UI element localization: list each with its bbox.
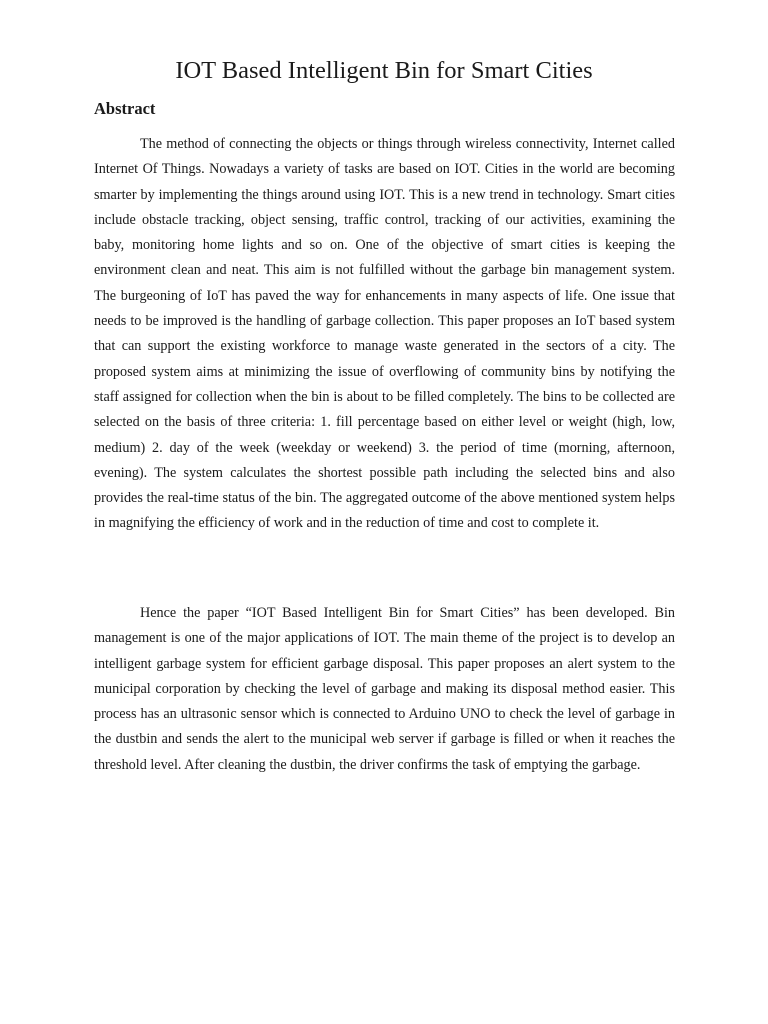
abstract-paragraph-1: The method of connecting the objects or things through wireless connectivity, Internet called Internet Of Things. Nowadays a variety of tasks are based on IOT. Cities in the world are becoming smarter by implementing the things around using IOT. This is a new trend in technology. Smart cities include obstacle tracking, object sensing, traffic control, tracking of our activities, examining the baby, monitoring home lights and so on. One of the objective of smart cities is keeping the environment clean and neat. This aim is not fulfilled without the garbage bin management system. The burgeoning of IoT has paved the way for enhancements in many aspects of life. One issue that needs to be improved is the handling of garbage collection. This paper proposes an IoT based system that can support the existing workforce to manage waste generated in the sectors of a city. The proposed system aims at minimizing the issue of overflowing of community bins by notifying the staff assigned for collection when the bin is about to be filled completely. The bins to be collected are selected on the basis of three criteria: 1. fill percentage based on either level or weight (high, low, medium) 2. day of the week (weekday or weekend) 3. the period of time (morning, afternoon, evening). The system calculates the shortest possible path including the selected bins and also provides the real-time status of the bin. The aggregated outcome of the above mentioned system helps in magnifying the efficiency of work and in the reduction of time and cost to complete it. (94, 136, 675, 532)
abstract-paragraph-2: Hence the paper “IOT Based Intelligent Bin for Smart Cities” has been developed. Bin management is one of the major applications of IOT. The main theme of the project is to develop an intelligent garbage system for efficient garbage disposal. This paper proposes an alert system to the municipal corporation by checking the level of garbage and making its disposal method easier. This process has an ultrasonic sensor which is connected to Arduino UNO to check the level of garbage in the dustbin and sends the alert to the municipal web server if garbage is filled or when it reaches the threshold level. After cleaning the dustbin, the driver confirms the task of emptying the garbage. (94, 605, 675, 773)
abstract-heading: Abstract (94, 99, 156, 118)
document-title: IOT Based Intelligent Bin for Smart Cities (175, 57, 593, 84)
